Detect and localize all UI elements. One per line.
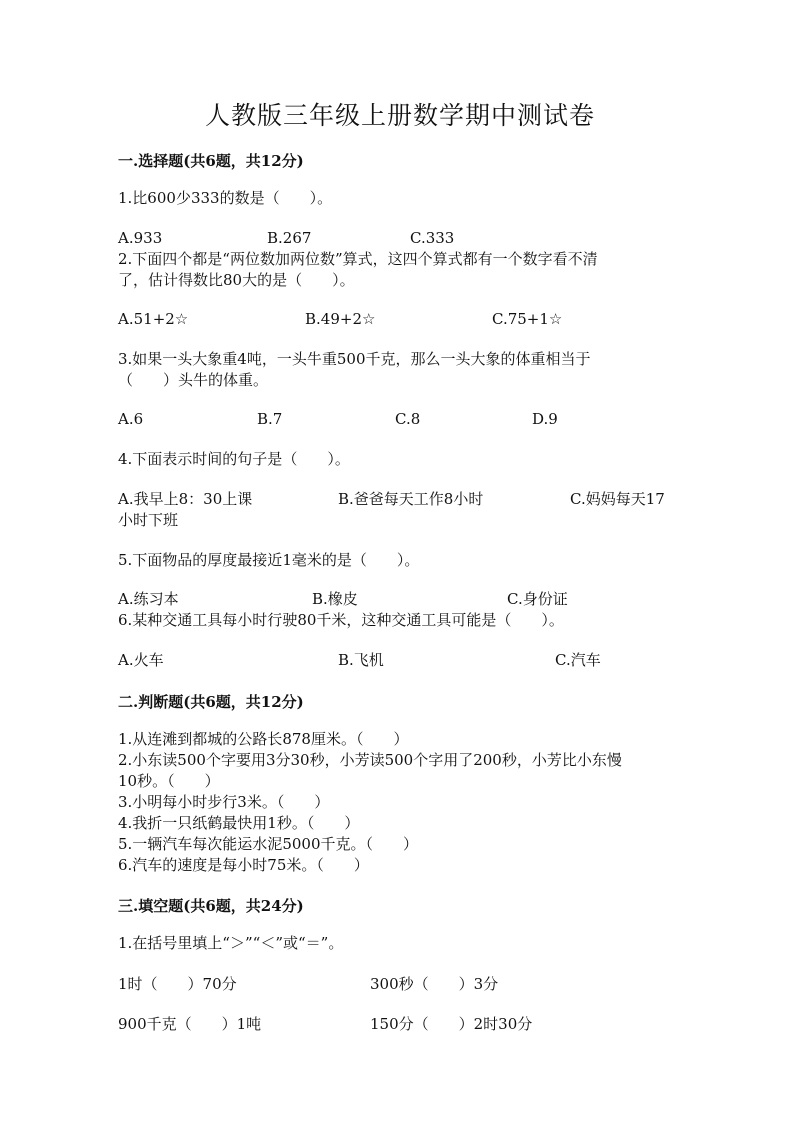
judgement-item: 6.汽车的速度是每小时75米。（ ） xyxy=(118,856,369,874)
question-text-line2: 了，估计得数比80大的是（ ）。 xyxy=(118,271,355,289)
section-heading-judgement: 二.判断题(共6题，共12分) xyxy=(118,693,304,711)
comparison-right: 300秒（ ）3分 xyxy=(370,975,499,993)
option-b: B.267 xyxy=(267,229,312,247)
judgement-item: 5.一辆汽车每次能运水泥5000千克。（ ） xyxy=(118,835,418,853)
option-c-continued: 小时下班 xyxy=(118,511,179,529)
question-text-line1: 2.下面四个都是“两位数加两位数”算式，这四个算式都有一个数字看不清 xyxy=(118,250,598,268)
section-heading-choice: 一.选择题(共6题，共12分) xyxy=(118,152,304,170)
comparison-left: 900千克（ ）1吨 xyxy=(118,1015,262,1033)
comparison-left: 1时（ ）70分 xyxy=(118,975,237,993)
section-heading-fill-in: 三.填空题(共6题，共24分) xyxy=(118,897,304,915)
option-a: A.6 xyxy=(118,410,144,428)
option-b: B.橡皮 xyxy=(312,590,358,608)
option-b: B.49+2☆ xyxy=(305,310,376,328)
option-a: A.933 xyxy=(118,229,163,247)
question-text: 4.下面表示时间的句子是（ ）。 xyxy=(118,450,350,468)
page-title: 人教版三年级上册数学期中测试卷 xyxy=(204,101,595,130)
option-c: C.333 xyxy=(410,229,455,247)
option-d: D.9 xyxy=(532,410,558,428)
question-text-line2: （ ）头牛的体重。 xyxy=(118,371,269,389)
option-c: C.身份证 xyxy=(507,590,568,608)
option-a: A.我早上8：30上课 xyxy=(118,490,253,508)
judgement-item-line2: 10秒。（ ） xyxy=(118,772,220,790)
option-a: A.火车 xyxy=(118,651,164,669)
option-b: B.7 xyxy=(257,410,283,428)
judgement-item: 3.小明每小时步行3米。（ ） xyxy=(118,793,330,811)
question-text: 1.比600少333的数是（ ）。 xyxy=(118,189,333,207)
question-text: 5.下面物品的厚度最接近1毫米的是（ ）。 xyxy=(118,551,420,569)
option-c: C.8 xyxy=(395,410,421,428)
option-b: B.飞机 xyxy=(338,651,384,669)
comparison-right: 150分（ ）2时30分 xyxy=(370,1015,533,1033)
question-text-line1: 3.如果一头大象重4吨，一头牛重500千克，那么一头大象的体重相当于 xyxy=(118,350,591,368)
option-a: A.51+2☆ xyxy=(118,310,189,328)
option-c: C.75+1☆ xyxy=(492,310,563,328)
option-c: C.妈妈每天17 xyxy=(570,490,665,508)
judgement-item: 1.从连滩到都城的公路长878厘米。（ ） xyxy=(118,730,409,748)
question-text: 1.在括号里填上“＞”“＜”或“＝”。 xyxy=(118,934,344,952)
option-a: A.练习本 xyxy=(118,590,179,608)
judgement-item-line1: 2.小东读500个字要用3分30秒，小芳读500个字用了200秒，小芳比小东慢 xyxy=(118,751,622,769)
option-b: B.爸爸每天工作8小时 xyxy=(338,490,484,508)
question-text: 6.某种交通工具每小时行驶80千米，这种交通工具可能是（ ）。 xyxy=(118,611,564,629)
option-c: C.汽车 xyxy=(555,651,601,669)
judgement-item: 4.我折一只纸鹤最快用1秒。（ ） xyxy=(118,814,360,832)
